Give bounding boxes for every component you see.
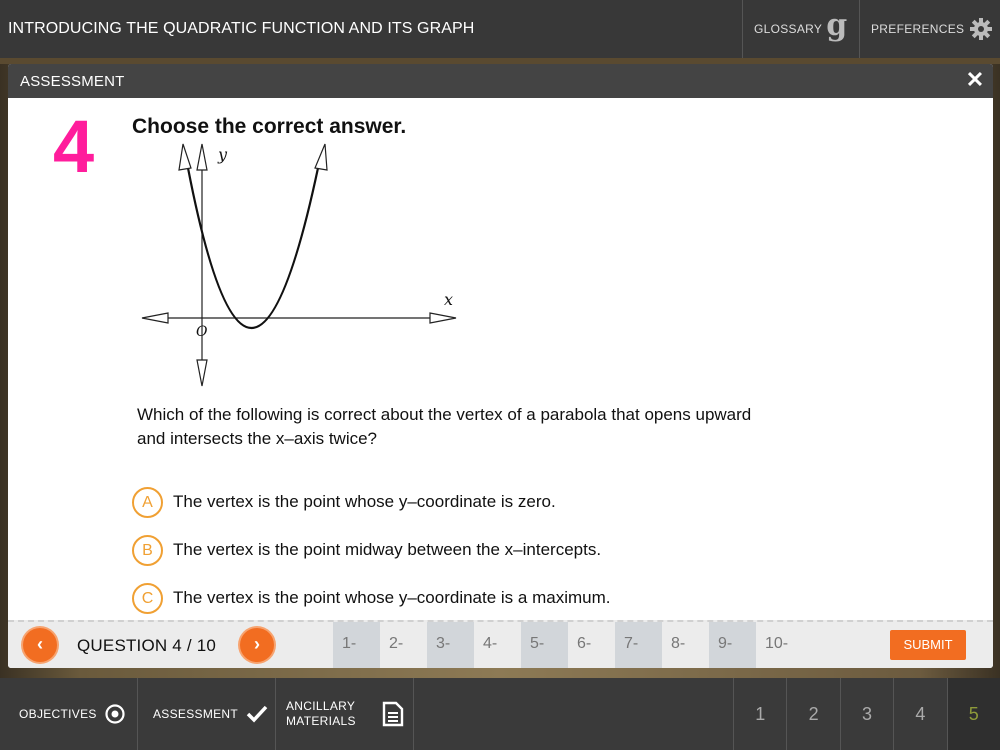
preferences-button[interactable] [871, 0, 993, 58]
question-item[interactable]: 2- [389, 635, 404, 652]
divider [742, 0, 743, 58]
y-axis-arrow-up [197, 144, 207, 170]
prev-question-button[interactable]: ‹ [23, 628, 57, 662]
page-button[interactable]: 2 [786, 678, 839, 750]
gear-icon [969, 17, 993, 41]
page-button[interactable]: 3 [840, 678, 893, 750]
option-text: The vertex is the point whose y–coordinate is a maximum. [173, 588, 611, 607]
ancillary-label-line2: MATERIALS [286, 714, 356, 728]
question-list [333, 622, 803, 668]
x-axis-arrow-left [142, 313, 168, 323]
origin-label: O [196, 324, 208, 340]
x-axis-label: x [444, 290, 454, 309]
parabola-arrow-right [315, 144, 327, 170]
question-item[interactable]: 9- [709, 622, 756, 668]
option-text: The vertex is the point whose y–coordinate is zero. [173, 492, 556, 511]
parabola-graph [128, 138, 468, 390]
modal-header [8, 64, 993, 98]
assessment-button[interactable] [153, 678, 268, 750]
question-item[interactable]: 5- [521, 622, 568, 668]
lesson-title: INTRODUCING THE QUADRATIC FUNCTION AND ITS GRAPH [8, 20, 475, 37]
glossary-button[interactable] [754, 0, 848, 58]
page-button-current[interactable]: 5 [947, 678, 1000, 750]
question-prompt: Choose the correct answer. [132, 115, 407, 138]
page-navigator [733, 678, 1000, 750]
option-b[interactable] [132, 526, 610, 574]
bottom-bar [0, 678, 1000, 750]
question-item[interactable]: 6- [577, 635, 592, 652]
question-item[interactable]: 4- [483, 635, 498, 652]
objectives-label: OBJECTIVES [19, 707, 97, 721]
question-navigator [8, 620, 993, 668]
y-axis-label: y [218, 145, 228, 164]
option-a[interactable] [132, 478, 610, 526]
x-axis-arrow-right [430, 313, 456, 323]
top-bar [0, 0, 1000, 58]
option-c[interactable] [132, 574, 610, 622]
submit-button[interactable]: SUBMIT [890, 630, 966, 660]
option-letter: B [132, 535, 163, 566]
document-icon [382, 701, 404, 727]
assessment-label: ASSESSMENT [153, 707, 239, 721]
question-item[interactable]: 7- [615, 622, 662, 668]
question-item[interactable]: 3- [427, 622, 474, 668]
option-letter: C [132, 583, 163, 614]
close-icon[interactable]: ✕ [965, 67, 985, 92]
parabola-arrow-left [179, 144, 191, 170]
next-question-button[interactable]: › [240, 628, 274, 662]
page-button[interactable]: 1 [733, 678, 786, 750]
divider [859, 0, 860, 58]
ancillary-label-line1: ANCILLARY [286, 699, 356, 713]
option-letter: A [132, 487, 163, 518]
divider [413, 678, 414, 750]
question-counter: QUESTION 4 / 10 [77, 636, 217, 655]
question-number: 4 [53, 105, 95, 188]
ancillary-label [286, 699, 356, 729]
y-axis-arrow-down [197, 360, 207, 386]
page-button[interactable]: 4 [893, 678, 946, 750]
divider [275, 678, 276, 750]
divider [137, 678, 138, 750]
option-text: The vertex is the point midway between the x–intercepts. [173, 540, 602, 559]
target-icon [105, 704, 125, 724]
question-item[interactable]: 10- [765, 635, 789, 652]
glossary-label: GLOSSARY [754, 22, 823, 36]
parabola-curve [188, 168, 318, 328]
question-text: Which of the following is correct about the vertex of a parabola that opens upward and intersects the x–axis twice? [137, 405, 752, 448]
objectives-button[interactable] [19, 678, 125, 750]
preferences-label: PREFERENCES [871, 22, 965, 36]
question-item[interactable]: 1- [333, 622, 380, 668]
glossary-icon: g [826, 8, 848, 43]
question-item[interactable]: 8- [671, 635, 686, 652]
ancillary-materials-button[interactable] [286, 678, 404, 750]
assessment-modal [8, 64, 993, 668]
checkmark-icon [246, 705, 268, 723]
modal-title: ASSESSMENT [20, 73, 125, 90]
answer-options [132, 478, 610, 622]
